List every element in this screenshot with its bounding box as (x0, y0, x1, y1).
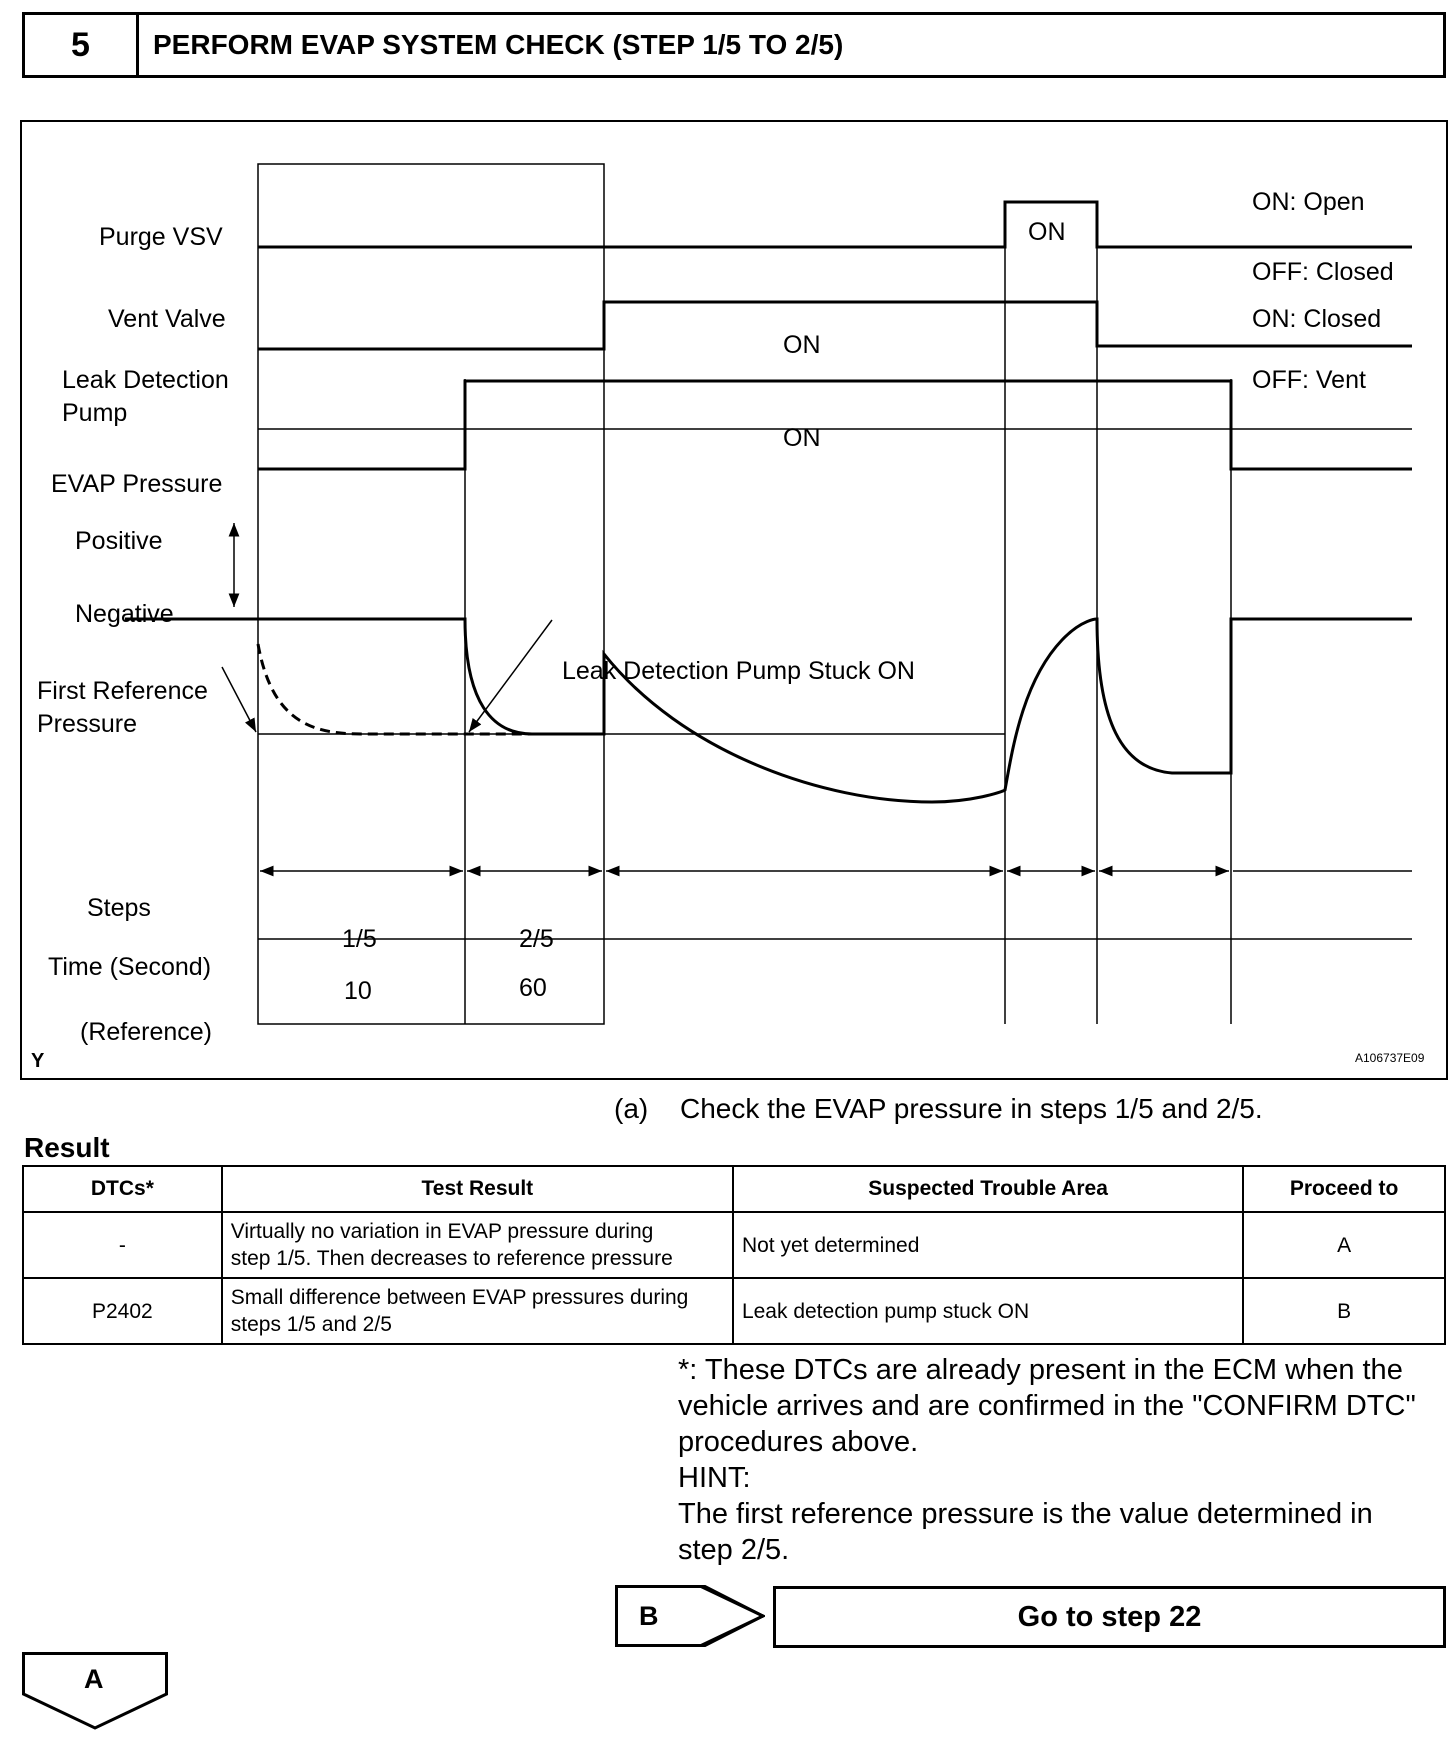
cell-dtc: P2402 (23, 1278, 222, 1344)
step-header (22, 12, 1446, 78)
header-dtcs: DTCs* (23, 1166, 222, 1212)
state-on-open: ON: Open (1252, 188, 1365, 216)
branch-a-arrow-icon (22, 1652, 168, 1730)
step-label-2: 2/5 (519, 925, 554, 953)
cell-proceed-to: B (1243, 1278, 1445, 1344)
figure-id: A106737E09 (1355, 1051, 1425, 1065)
hint-label: HINT: (678, 1462, 751, 1494)
timing-diagram (20, 120, 1448, 1080)
first-reference-pointer (222, 667, 256, 732)
test-result-line: Virtually no variation in EVAP pressure during (230, 1220, 654, 1243)
cell-proceed-to: A (1243, 1212, 1445, 1278)
table-row (23, 1212, 1445, 1278)
step-title: PERFORM EVAP SYSTEM CHECK (STEP 1/5 TO 2/5) (153, 29, 844, 60)
state-off-vent: OFF: Vent (1252, 366, 1366, 394)
instruction (614, 1093, 1263, 1125)
cell-suspected-area: Not yet determined (733, 1212, 1243, 1278)
vent-valve-trace (258, 302, 1412, 349)
result-title: Result (24, 1132, 110, 1163)
corner-mark: Y (31, 1050, 45, 1072)
cell-suspected-area: Leak detection pump stuck ON (733, 1278, 1243, 1344)
vent-valve-on-label: ON (783, 331, 821, 359)
label-leak-pump-2: Pump (62, 399, 128, 427)
cell-dtc: - (23, 1212, 222, 1278)
time-label-1: 10 (344, 977, 372, 1005)
state-off-closed: OFF: Closed (1252, 258, 1394, 286)
label-time: Time (Second) (48, 953, 212, 981)
test-result-line: Small difference between EVAP pressures during (230, 1286, 689, 1309)
purge-vsv-on-label: ON (1028, 218, 1066, 246)
label-first-reference-1: First Reference (37, 677, 208, 705)
goto-step-button[interactable]: Go to step 22 (773, 1586, 1446, 1648)
step-label-1: 1/5 (342, 925, 377, 953)
step-number: 5 (25, 15, 139, 75)
hint-text: The first reference pressure is the value determined in step 2/5. (678, 1498, 1373, 1566)
branch-a-label: A (84, 1664, 104, 1694)
cell-test-result (222, 1278, 733, 1344)
label-evap-pressure: EVAP Pressure (51, 470, 223, 498)
notes (678, 1352, 1418, 1568)
test-result-line: step 1/5. Then decreases to reference pressure (230, 1247, 673, 1270)
purge-vsv-trace (258, 202, 1412, 247)
label-purge-vsv: Purge VSV (99, 223, 223, 251)
branch-b-arrow-icon (615, 1585, 765, 1647)
timing-chart-svg (22, 122, 1446, 1078)
branch-a-tag[interactable] (22, 1652, 168, 1735)
branch-b-label: B (639, 1601, 659, 1631)
evap-pressure-trace (125, 619, 1412, 802)
stuck-on-pointer (469, 620, 552, 732)
cell-test-result (222, 1212, 733, 1278)
table-row (23, 1278, 1445, 1344)
header-proceed-to: Proceed to (1243, 1166, 1445, 1212)
header-test-result: Test Result (222, 1166, 733, 1212)
label-vent-valve: Vent Valve (108, 305, 226, 333)
test-result-line: steps 1/5 and 2/5 (230, 1313, 392, 1336)
branch-b-tag[interactable] (615, 1585, 765, 1652)
leak-pump-trace (258, 381, 1412, 469)
time-gridlines (258, 164, 1412, 1024)
label-positive: Positive (75, 527, 163, 555)
instruction-label: (a) (614, 1093, 649, 1124)
step-window-frame (258, 164, 604, 1024)
label-leak-pump-1: Leak Detection (62, 366, 229, 394)
time-label-2: 60 (519, 974, 547, 1002)
result-table (22, 1165, 1446, 1345)
stuck-on-dashed-trace (258, 644, 532, 734)
state-on-closed: ON: Closed (1252, 305, 1382, 333)
label-negative: Negative (75, 600, 174, 628)
stuck-on-annotation: Leak Detection Pump Stuck ON (562, 657, 915, 685)
table-header-row (23, 1166, 1445, 1212)
footnote: *: These DTCs are already present in the ECM when the vehicle arrives and are confirmed in the "CONFIRM DTC" procedures above. (678, 1354, 1416, 1458)
leak-pump-on-label: ON (783, 424, 821, 452)
instruction-text: Check the EVAP pressure in steps 1/5 and 2/5. (680, 1093, 1263, 1124)
header-suspected-area: Suspected Trouble Area (733, 1166, 1243, 1212)
label-first-reference-2: Pressure (37, 710, 138, 738)
label-steps: Steps (87, 894, 151, 922)
label-reference: (Reference) (80, 1018, 212, 1046)
